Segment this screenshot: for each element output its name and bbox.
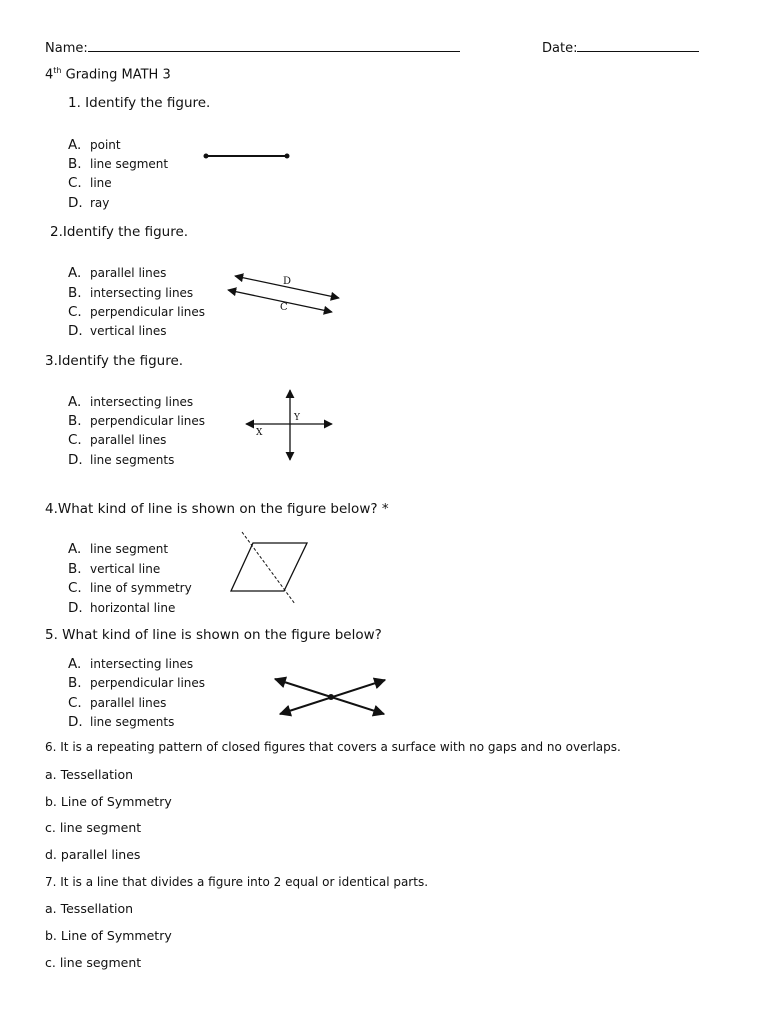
name-field[interactable] <box>45 39 460 56</box>
q7-answer-c[interactable]: c. line segment <box>45 955 142 970</box>
q2-option-a[interactable]: A. parallel lines <box>68 265 167 281</box>
q2-prompt: 2.Identify the figure. <box>50 224 189 240</box>
q5-option-b[interactable]: B. perpendicular lines <box>68 675 206 691</box>
name-label: Name: <box>45 41 88 56</box>
q4-option-b[interactable]: B. vertical line <box>68 561 161 577</box>
q4-parallelogram-symmetry-figure <box>228 530 310 606</box>
q6-answer-c[interactable]: c. line segment <box>45 820 142 835</box>
q3-option-d[interactable]: D. line segments <box>68 452 175 468</box>
q4-option-c[interactable]: C. line of symmetry <box>68 580 192 596</box>
q5-option-d[interactable]: D. line segments <box>68 714 175 730</box>
q1-line-segment-figure <box>200 150 295 162</box>
q2-option-b[interactable]: B. intersecting lines <box>68 285 194 301</box>
q6-answer-d[interactable]: d. parallel lines <box>45 847 141 862</box>
q1-option-a[interactable]: A. point <box>68 137 121 153</box>
q5-intersecting-lines-figure <box>270 672 390 718</box>
q3-option-c[interactable]: C. parallel lines <box>68 432 167 448</box>
q2-label-d: D <box>283 276 292 287</box>
q7-prompt: 7. It is a line that divides a figure into 2 equal or identical parts. <box>45 875 429 889</box>
q1-option-d[interactable]: D. ray <box>68 195 110 211</box>
q7-answer-b[interactable]: b. Line of Symmetry <box>45 928 172 943</box>
q6-answer-b[interactable]: b. Line of Symmetry <box>45 794 172 809</box>
q7-answer-a[interactable]: a. Tessellation <box>45 901 134 916</box>
q2-label-c: C <box>280 302 288 313</box>
date-blank[interactable] <box>577 39 699 52</box>
q3-perpendicular-lines-figure <box>244 387 336 463</box>
q2-option-d[interactable]: D. vertical lines <box>68 323 167 339</box>
q2-option-c[interactable]: C. perpendicular lines <box>68 304 206 320</box>
q4-option-a[interactable]: A. line segment <box>68 541 169 557</box>
q3-label-y: Y <box>294 413 300 423</box>
q3-prompt: 3.Identify the figure. <box>45 353 184 369</box>
date-label: Date: <box>542 41 578 56</box>
q5-prompt: 5. What kind of line is shown on the figure below? <box>45 627 382 643</box>
q3-option-b[interactable]: B. perpendicular lines <box>68 413 206 429</box>
q1-option-c[interactable]: C. line <box>68 175 112 191</box>
q4-prompt: 4.What kind of line is shown on the figure below? * <box>45 501 389 517</box>
worksheet-subtitle: 4th Grading MATH 3 <box>45 66 171 83</box>
q5-option-c[interactable]: C. parallel lines <box>68 695 167 711</box>
q5-option-a[interactable]: A. intersecting lines <box>68 656 194 672</box>
q6-prompt: 6. It is a repeating pattern of closed figures that covers a surface with no gaps and no overlaps. <box>45 740 621 754</box>
q6-answer-a[interactable]: a. Tessellation <box>45 767 134 782</box>
q1-option-b[interactable]: B. line segment <box>68 156 169 172</box>
name-blank[interactable] <box>88 39 460 52</box>
q3-label-x: X <box>256 428 263 438</box>
date-field[interactable] <box>542 39 699 56</box>
q1-prompt: 1. Identify the figure. <box>68 95 211 111</box>
q3-option-a[interactable]: A. intersecting lines <box>68 394 194 410</box>
q4-option-d[interactable]: D. horizontal line <box>68 600 176 616</box>
